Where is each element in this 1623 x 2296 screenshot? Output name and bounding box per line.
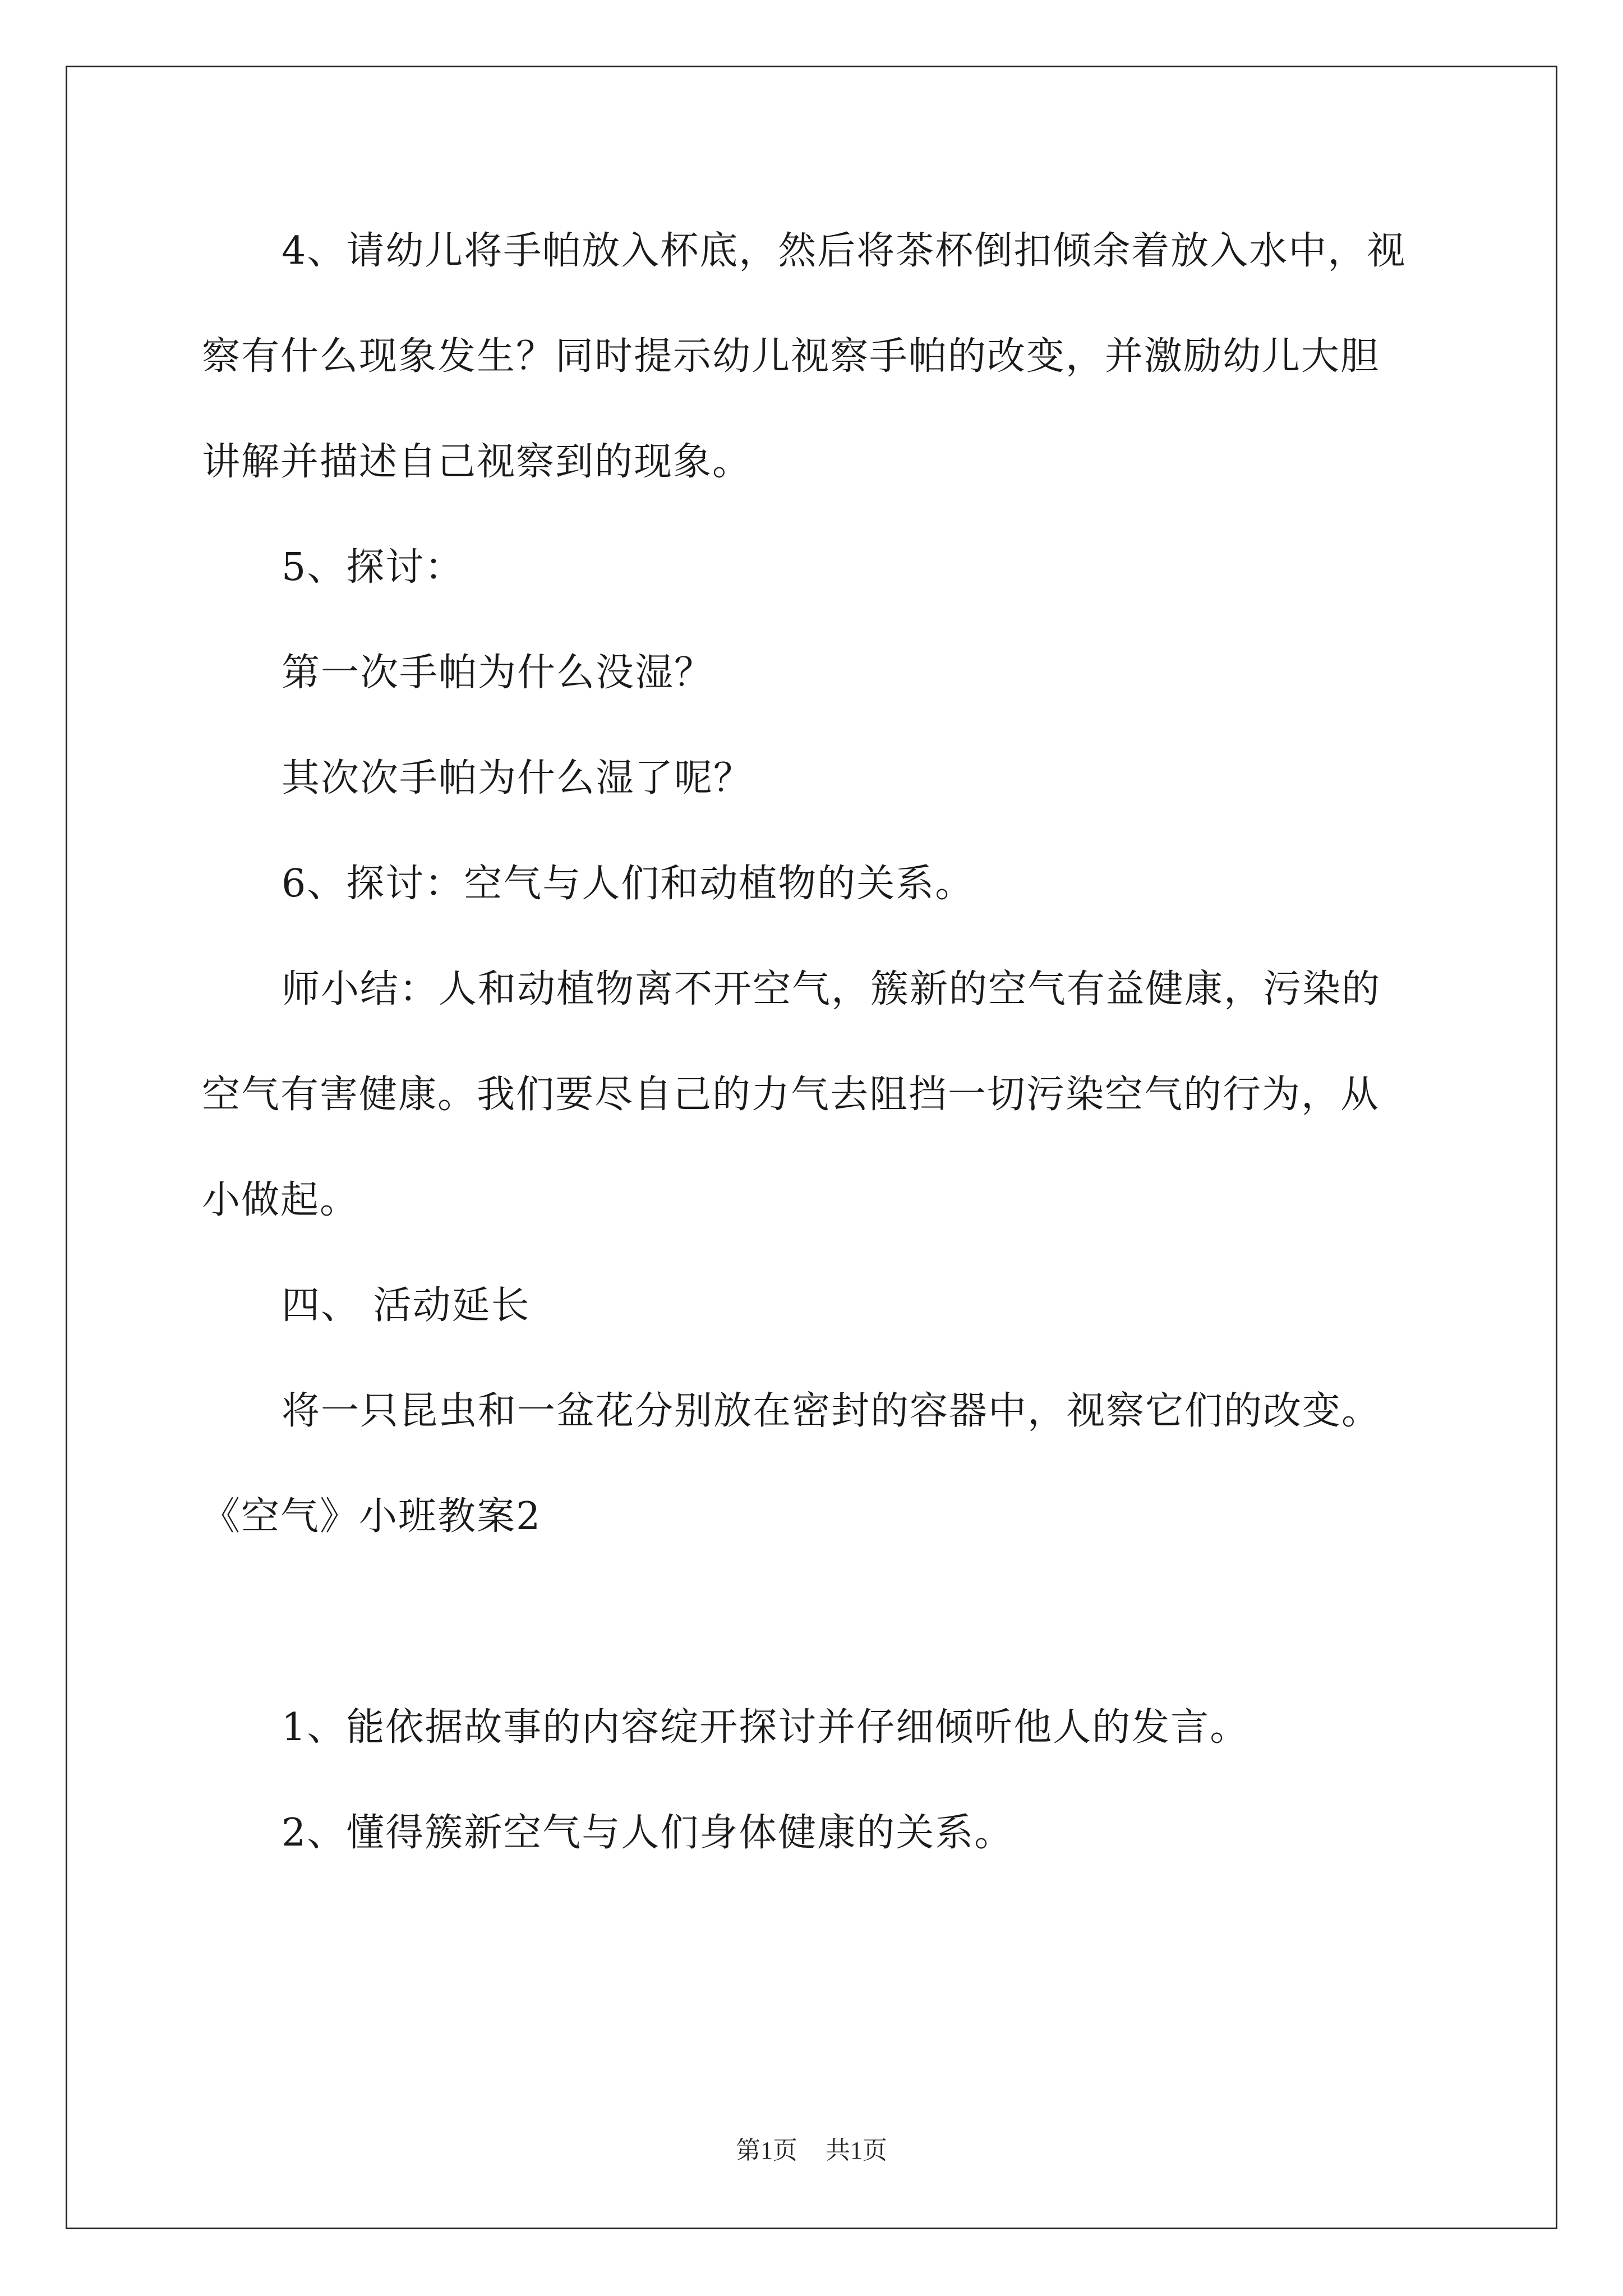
paragraph-line: 4、请幼儿将手帕放入杯底，然后将茶杯倒扣倾余着放入水中，视 xyxy=(282,229,1407,273)
page-footer xyxy=(0,2138,1623,2163)
paragraph-line: 师小结：人和动植物离不开空气，簇新的空气有益健康，污染的 xyxy=(282,967,1381,1011)
section-heading: 5、探讨： xyxy=(282,545,464,590)
paragraph-line: 察有什么现象发生？同时提示幼儿视察手帕的改变，并激励幼儿大胆 xyxy=(202,334,1380,379)
paragraph-line: 其次次手帕为什么湿了呢？ xyxy=(282,756,753,800)
list-item: 2、懂得簇新空气与人们身体健康的关系。 xyxy=(282,1811,1014,1855)
page-total: 共1页 xyxy=(826,2137,887,2164)
paragraph-line: 将一只昆虫和一盆花分别放在密封的容器中，视察它们的改变。 xyxy=(282,1389,1381,1433)
list-item: 1、能依据故事的内容绽开探讨并仔细倾听他人的发言。 xyxy=(282,1705,1249,1750)
paragraph-line: 小做起。 xyxy=(202,1178,359,1222)
page-number: 第1页 xyxy=(736,2137,797,2164)
section-heading: 6、探讨：空气与人们和动植物的关系。 xyxy=(282,862,975,906)
paragraph-line: 空气有害健康。我们要尽自己的力气去阻挡一切污染空气的行为，从 xyxy=(202,1073,1380,1117)
page-border xyxy=(66,66,1557,2229)
paragraph-line: 讲解并描述自己视察到的现象。 xyxy=(202,440,752,484)
document-title: 《空气》小班教案2 xyxy=(202,1494,542,1539)
paragraph-line: 第一次手帕为什么没湿？ xyxy=(282,651,714,695)
section-heading: 四、 活动延长 xyxy=(282,1283,531,1328)
